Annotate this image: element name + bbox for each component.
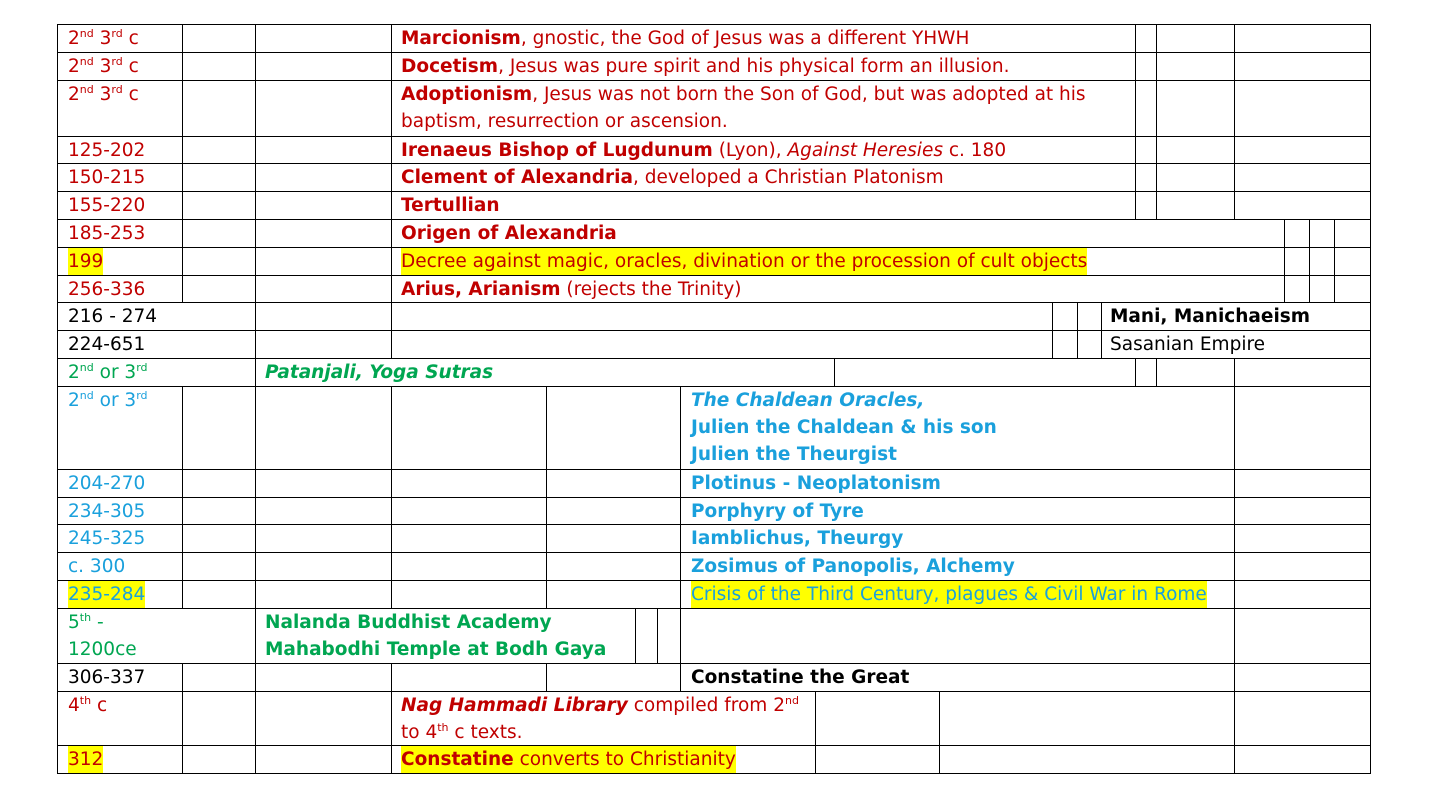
cell-border	[1101, 302, 1102, 330]
cell-border	[1234, 608, 1235, 663]
text-run: , developed a Christian Platonism	[632, 166, 944, 188]
cell-border	[1234, 386, 1235, 469]
cell-border	[255, 608, 256, 663]
date-part: 4	[68, 694, 80, 716]
row-text	[401, 192, 500, 219]
cell-border	[546, 469, 547, 497]
row-border	[57, 773, 1371, 774]
date-part: 155-220	[68, 194, 146, 216]
cell-border	[1309, 219, 1310, 247]
row-text	[401, 137, 1006, 164]
text-run: Marcionism	[401, 27, 521, 49]
row-text	[1110, 331, 1265, 358]
row-text	[691, 553, 1015, 580]
date-ordinal: rd	[136, 388, 148, 402]
text-run: Porphyry of Tyre	[691, 500, 864, 522]
date-part: 235-284	[68, 583, 146, 605]
date-ordinal: rd	[111, 26, 123, 40]
cell-border	[1234, 552, 1235, 580]
cell-border	[391, 24, 392, 52]
row-text-line2	[265, 636, 606, 663]
cell-border	[546, 497, 547, 524]
cell-border	[1077, 330, 1078, 358]
cell-border	[1284, 219, 1285, 247]
text-run: Adoptionism	[401, 83, 533, 105]
cell-border	[255, 247, 256, 275]
row-text-line2	[401, 719, 523, 746]
cell-border	[680, 663, 681, 691]
cell-border	[1156, 80, 1157, 136]
text-run: , Jesus was pure spirit and his physical form an illusion.	[498, 55, 1010, 77]
text-run: Docetism	[401, 55, 499, 77]
cell-border	[182, 663, 183, 691]
cell-border	[1234, 358, 1235, 386]
row-date	[68, 81, 139, 108]
cell-border	[1135, 163, 1136, 191]
row-text	[691, 470, 941, 497]
date-part: c	[122, 83, 139, 105]
row-date	[68, 746, 103, 773]
cell-border	[391, 497, 392, 524]
text-run: Julien the Chaldean & his son	[691, 416, 997, 438]
cell-border	[391, 52, 392, 80]
row-text	[401, 248, 1087, 275]
cell-border	[182, 191, 183, 219]
cell-border	[1135, 136, 1136, 163]
date-part: 312	[68, 748, 104, 770]
cell-border	[834, 358, 835, 386]
cell-border	[1234, 469, 1235, 497]
date-part: -	[91, 611, 104, 633]
date-ordinal: th	[79, 693, 92, 707]
cell-border	[680, 580, 681, 608]
cell-border	[546, 524, 547, 552]
cell-border	[255, 469, 256, 497]
cell-border	[1234, 691, 1235, 745]
row-date	[68, 192, 145, 219]
text-run: Zosimus of Panopolis, Alchemy	[691, 555, 1015, 577]
date-part: 224-651	[68, 333, 146, 355]
cell-border	[1135, 24, 1136, 52]
cell-border	[182, 80, 183, 136]
row-date	[68, 470, 145, 497]
date-part: 125-202	[68, 139, 146, 161]
cell-border	[391, 691, 392, 745]
cell-border	[815, 691, 816, 745]
cell-border	[255, 386, 256, 469]
text-run: converts to Christianity	[513, 748, 736, 770]
cell-border	[182, 163, 183, 191]
date-part: 199	[68, 250, 104, 272]
cell-border	[1156, 136, 1157, 163]
cell-border	[1052, 302, 1053, 330]
cell-border	[182, 386, 183, 469]
cell-border	[182, 136, 183, 163]
cell-border	[546, 386, 547, 469]
text-run: c texts.	[448, 721, 523, 743]
cell-border	[1234, 663, 1235, 691]
row-date	[68, 53, 139, 80]
text-run: Against Heresies	[787, 139, 943, 161]
cell-border	[182, 552, 183, 580]
cell-border	[1234, 80, 1235, 136]
cell-border	[1234, 24, 1235, 52]
cell-border	[391, 663, 392, 691]
date-ordinal: rd	[111, 54, 123, 68]
date-part: 2	[68, 27, 80, 49]
cell-border	[182, 24, 183, 52]
date-part: c	[122, 27, 139, 49]
cell-border	[657, 608, 658, 663]
text-run: nd	[784, 693, 799, 707]
row-date	[68, 248, 103, 275]
row-text	[401, 25, 969, 52]
row-text	[265, 359, 493, 386]
cell-border	[391, 330, 392, 358]
cell-border	[255, 302, 256, 330]
cell-border	[255, 663, 256, 691]
cell-border	[182, 275, 183, 302]
cell-border	[182, 524, 183, 552]
cell-border	[1234, 580, 1235, 608]
cell-border	[182, 52, 183, 80]
text-run: Julien the Theurgist	[691, 443, 897, 465]
cell-border	[680, 608, 681, 663]
date-ordinal: nd	[79, 54, 94, 68]
row-date	[68, 359, 148, 386]
cell-border	[1234, 745, 1235, 773]
cell-border	[182, 219, 183, 247]
date-part: c. 300	[68, 555, 126, 577]
date-part: c	[122, 55, 139, 77]
cell-border	[255, 524, 256, 552]
row-date	[68, 137, 145, 164]
row-date	[68, 25, 139, 52]
date-part: 3	[93, 27, 112, 49]
cell-border	[182, 247, 183, 275]
date-part: 234-305	[68, 500, 146, 522]
cell-border	[1234, 497, 1235, 524]
cell-border	[182, 580, 183, 608]
text-run: Nalanda Buddhist Academy	[265, 611, 552, 633]
timeline-table	[57, 24, 1370, 774]
cell-border	[391, 745, 392, 773]
cell-border	[255, 136, 256, 163]
date-part: 204-270	[68, 472, 146, 494]
cell-border	[635, 608, 636, 663]
cell-border	[1234, 163, 1235, 191]
date-ordinal: nd	[79, 26, 94, 40]
date-part: 216 - 274	[68, 305, 158, 327]
cell-border	[391, 275, 392, 302]
cell-border	[815, 745, 816, 773]
cell-border	[391, 191, 392, 219]
cell-border	[255, 219, 256, 247]
text-run: Origen of Alexandria	[401, 222, 617, 244]
text-run: compiled from 2	[627, 694, 785, 716]
cell-border	[255, 552, 256, 580]
cell-border	[1334, 219, 1335, 247]
row-date	[68, 164, 145, 191]
cell-border	[939, 745, 940, 773]
text-run: Crisis of the Third Century, plagues & Civil War in Rome	[691, 583, 1207, 605]
cell-border	[391, 469, 392, 497]
row-text	[691, 664, 909, 691]
cell-border	[1101, 330, 1102, 358]
date-part: or 3	[93, 361, 137, 383]
text-run: Constatine the Great	[691, 666, 910, 688]
cell-border	[1135, 80, 1136, 136]
date-ordinal: nd	[79, 360, 94, 374]
row-text-line2	[691, 414, 997, 441]
row-date	[68, 303, 157, 330]
cell-border	[1370, 24, 1371, 774]
cell-border	[1234, 136, 1235, 163]
cell-border	[391, 552, 392, 580]
cell-border	[1156, 163, 1157, 191]
cell-border	[546, 663, 547, 691]
date-ordinal: rd	[136, 360, 148, 374]
cell-border	[391, 136, 392, 163]
cell-border	[255, 163, 256, 191]
cell-border	[182, 691, 183, 745]
row-text	[401, 746, 736, 773]
cell-border	[255, 275, 256, 302]
date-ordinal: nd	[79, 82, 94, 96]
cell-border	[255, 330, 256, 358]
cell-border	[1334, 275, 1335, 302]
cell-border	[546, 552, 547, 580]
cell-border	[391, 386, 392, 469]
cell-border	[1156, 52, 1157, 80]
cell-border	[1052, 330, 1053, 358]
row-date	[68, 331, 145, 358]
date-part: 150-215	[68, 166, 146, 188]
text-run: Clement of Alexandria	[401, 166, 633, 188]
date-ordinal: th	[79, 610, 92, 624]
text-run: Iamblichus, Theurgy	[691, 527, 904, 549]
cell-border	[182, 745, 183, 773]
text-run: , gnostic, the God of Jesus was a different YHWH	[520, 27, 970, 49]
cell-border	[57, 24, 58, 774]
row-date-line2	[68, 636, 137, 663]
row-text	[401, 276, 742, 303]
row-text	[401, 81, 1086, 108]
date-part: 3	[93, 83, 112, 105]
row-text	[691, 498, 864, 525]
cell-border	[255, 358, 256, 386]
cell-border	[391, 163, 392, 191]
date-part: 2	[68, 55, 80, 77]
row-date	[68, 692, 107, 719]
cell-border	[1309, 275, 1310, 302]
cell-border	[1135, 191, 1136, 219]
cell-border	[1234, 52, 1235, 80]
cell-border	[255, 497, 256, 524]
cell-border	[939, 691, 940, 745]
cell-border	[391, 524, 392, 552]
cell-border	[1077, 302, 1078, 330]
row-text	[1110, 303, 1310, 330]
cell-border	[1156, 24, 1157, 52]
cell-border	[391, 247, 392, 275]
text-run: Patanjali, Yoga Sutras	[265, 361, 494, 383]
date-part: 185-253	[68, 222, 146, 244]
text-run: The Chaldean Oracles,	[691, 389, 925, 411]
cell-border	[680, 386, 681, 469]
cell-border	[391, 219, 392, 247]
cell-border	[1156, 358, 1157, 386]
cell-border	[1309, 247, 1310, 275]
cell-border	[182, 469, 183, 497]
cell-border	[255, 191, 256, 219]
text-run: (rejects the Trinity)	[560, 278, 742, 300]
text-run: Tertullian	[401, 194, 500, 216]
row-date	[68, 664, 145, 691]
row-text	[401, 220, 617, 247]
row-text	[401, 53, 1009, 80]
date-part: or 3	[93, 389, 137, 411]
date-part: c	[91, 694, 108, 716]
text-run: c. 180	[942, 139, 1007, 161]
cell-border	[391, 580, 392, 608]
text-run: Mani, Manichaeism	[1110, 305, 1311, 327]
row-text	[691, 581, 1207, 608]
row-date	[68, 553, 125, 580]
cell-border	[1156, 191, 1157, 219]
text-run: Decree against magic, oracles, divination or the procession of cult objects	[401, 250, 1088, 272]
text-run: Nag Hammadi Library	[401, 694, 628, 716]
cell-border	[1135, 52, 1136, 80]
date-part: 2	[68, 83, 80, 105]
text-run: Mahabodhi Temple at Bodh Gaya	[265, 638, 607, 660]
text-run: baptism, resurrection or ascension.	[401, 110, 728, 132]
row-text	[265, 609, 552, 636]
row-text	[401, 164, 944, 191]
row-date	[68, 276, 145, 303]
cell-border	[1284, 247, 1285, 275]
date-part: 256-336	[68, 278, 146, 300]
cell-border	[255, 24, 256, 52]
date-part: 245-325	[68, 527, 146, 549]
row-date	[68, 387, 148, 414]
date-part: 5	[68, 611, 80, 633]
cell-border	[391, 302, 392, 330]
cell-border	[680, 497, 681, 524]
text-run: (Lyon),	[712, 139, 788, 161]
text-run: to 4	[401, 721, 438, 743]
row-date	[68, 609, 104, 636]
cell-border	[1334, 247, 1335, 275]
text-run: , Jesus was not born the Son of God, but was adopted at his	[532, 83, 1086, 105]
text-run: Arius, Arianism	[401, 278, 561, 300]
row-date	[68, 581, 145, 608]
row-text	[691, 387, 924, 414]
text-run: Irenaeus Bishop of Lugdunum	[401, 139, 713, 161]
cell-border	[255, 52, 256, 80]
cell-border	[680, 524, 681, 552]
cell-border	[1284, 275, 1285, 302]
cell-border	[1234, 191, 1235, 219]
cell-border	[255, 80, 256, 136]
text-run: th	[437, 720, 449, 734]
date-part: 2	[68, 389, 80, 411]
text-run: Constatine	[401, 748, 514, 770]
cell-border	[391, 80, 392, 136]
cell-border	[546, 580, 547, 608]
cell-border	[1234, 524, 1235, 552]
date-part: 1200ce	[68, 638, 137, 660]
date-ordinal: nd	[79, 388, 94, 402]
row-date	[68, 220, 145, 247]
date-part: 2	[68, 361, 80, 383]
date-part: 3	[93, 55, 112, 77]
cell-border	[255, 580, 256, 608]
cell-border	[680, 552, 681, 580]
row-text-line2	[401, 108, 728, 135]
cell-border	[255, 691, 256, 745]
row-text	[691, 525, 903, 552]
date-part: 306-337	[68, 666, 146, 688]
cell-border	[1135, 358, 1136, 386]
cell-border	[182, 497, 183, 524]
cell-border	[255, 745, 256, 773]
row-text-line3	[691, 441, 897, 468]
cell-border	[680, 469, 681, 497]
date-ordinal: rd	[111, 82, 123, 96]
row-date	[68, 525, 145, 552]
text-run: Plotinus - Neoplatonism	[691, 472, 941, 494]
row-date	[68, 498, 145, 525]
text-run: Sasanian Empire	[1110, 333, 1266, 355]
row-text	[401, 692, 799, 719]
